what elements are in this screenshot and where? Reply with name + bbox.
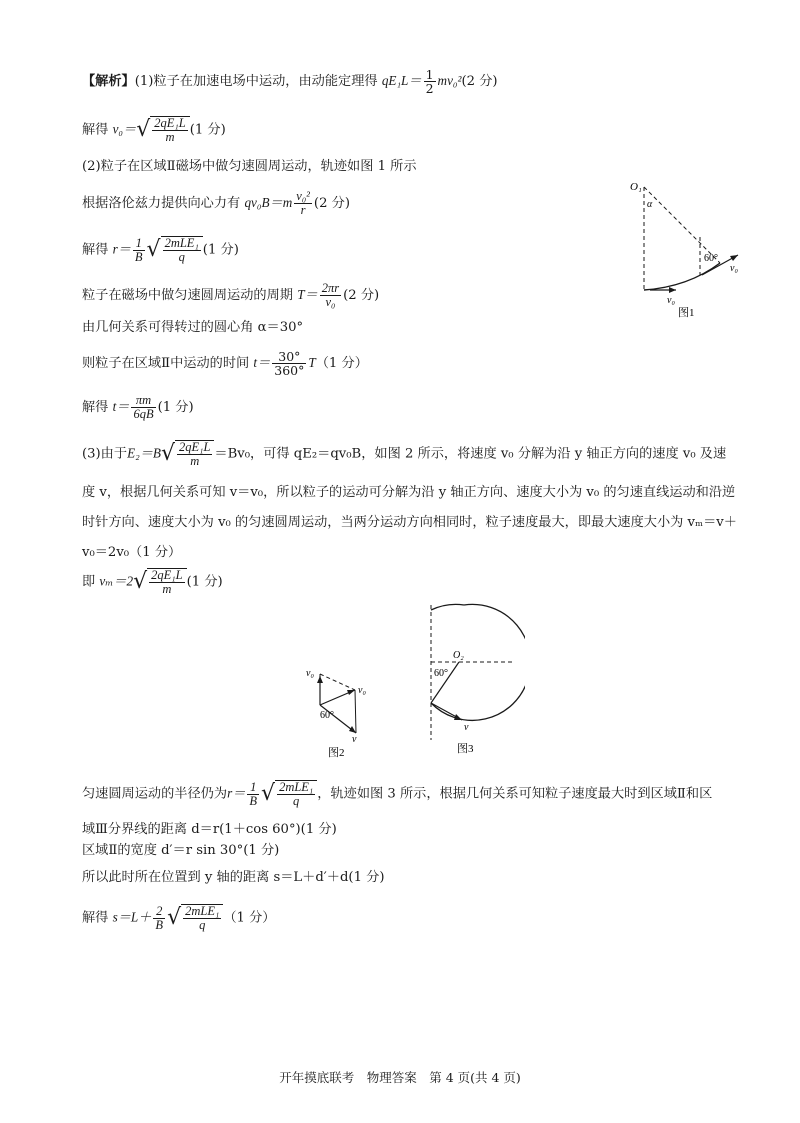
figure-2 (300, 660, 390, 760)
fraction: $\frac{1}{B}$ (249, 779, 258, 808)
line-6: 粒子在磁场中做匀速圆周运动的周期 T＝ $\frac{2\pi r}{\text{v₀}}$ (2 分) (82, 281, 380, 309)
line-15: 区域Ⅱ的宽度 d′＝r sin 30°(1 分) (82, 843, 280, 858)
line-8: 则粒子在区域Ⅱ中运动的时间 t＝ $\frac{30^\circ}{360^\circ}$ T（1 分） (82, 349, 368, 378)
fig3-v-label: v (464, 722, 469, 733)
fig1-caption: 图1 (678, 307, 695, 319)
fig2-caption: 图2 (328, 747, 345, 759)
line-4: 根据洛伦兹力提供向心力有 qv₀B＝m $\frac{\text{v₀²}}{r}$ (2 分) (82, 189, 350, 217)
line-12: 即 vₘ＝2√ $\frac{\text{2qE₁L}}{m}$ (1 分) (82, 568, 223, 596)
line-7: 由几何关系可得转过的圆心角 α＝30° (82, 320, 304, 335)
fraction: $\frac{1}{2}$ (425, 67, 434, 96)
fraction: $\frac{2}{B}$ (155, 903, 164, 932)
fig1-v0-right: v₀ (730, 263, 738, 274)
line-5: 解得 r＝ $\frac{1}{B}$ √ $\frac{\text{2mLE₁}}{q}$ (1 分) (82, 235, 239, 264)
line-14: 域Ⅲ分界线的距离 d＝r(1＋cos 60°)(1 分) (82, 822, 337, 837)
line-13: 匀速圆周运动的半径仍为r＝ $\frac{1}{B}$ √ $\frac{\text{2mLE₁}}{q}$ ，轨迹如图 3 所示，根据几何关系可知粒子速度最大时到区域Ⅱ和区 (82, 779, 713, 808)
line-17: 解得 s＝L＋ $\frac{2}{B}$ √ $\frac{\text{2mLE₁}}{q}$ （1 分） (82, 903, 276, 932)
analysis-tag: 【解析】 (82, 74, 135, 89)
fraction: $\frac{\text{v₀²}}{r}$ (296, 189, 310, 217)
fraction: $\frac{\pi m}{6qB}$ (133, 393, 154, 421)
fraction: $\frac{30^\circ}{360^\circ}$ (274, 349, 305, 378)
figure-1 (620, 175, 750, 320)
figure-3 (415, 600, 525, 760)
sqrt: √ $\frac{\text{2qE₁L}}{m}$ (161, 440, 214, 468)
line-3: (2)粒子在区域Ⅱ磁场中做匀速圆周运动，轨迹如图 1 所示 (82, 159, 417, 174)
sqrt: √ $\frac{\text{2mLE₁}}{q}$ (167, 904, 223, 932)
fig1-v0-bottom: v₀ (667, 295, 675, 306)
fig3-angle-label: 60° (434, 668, 448, 679)
fig1-angle-label: 60° (704, 253, 718, 264)
sqrt: √ $\frac{\text{2mLE₁}}{q}$ (147, 236, 203, 264)
fraction: $\frac{2\pi r}{\text{v₀}}$ (321, 281, 340, 309)
fig2-v-label: v (352, 734, 357, 745)
sqrt: √ $\frac{\text{2mLE₁}}{q}$ (261, 780, 317, 808)
fig2-v0-top: v₀ (306, 668, 314, 679)
line-9: 解得 t＝ $\frac{\pi m}{6qB}$ (1 分) (82, 393, 194, 421)
line-16: 所以此时所在位置到 y 轴的距离 s＝L＋d′＋d(1 分) (82, 870, 385, 885)
fig3-caption: 图3 (457, 743, 474, 755)
page-footer: 开年摸底联考 物理答案 第 4 页(共 4 页) (279, 1070, 521, 1085)
fraction: $\frac{1}{B}$ (134, 235, 143, 264)
line-2: 解得 v₀＝√ $\frac{\text{2qE₁L}}{m}$ (1 分) (82, 116, 226, 144)
line-1: 【解析】(1)粒子在加速电场中运动，由动能定理得 qE₁L＝ $\frac{1}{2}$ mv₀²(2 分) (82, 67, 498, 96)
fig1-o1-label: O₁ (630, 181, 642, 193)
fig1-alpha-label: α (647, 199, 653, 210)
sqrt: √ $\frac{\text{2qE₁L}}{m}$ (133, 568, 186, 596)
fig3-o2-label: O₂ (453, 650, 464, 661)
fig2-v0-right: v₀ (358, 685, 366, 696)
sqrt: √ $\frac{\text{2qE₁L}}{m}$ (136, 116, 189, 144)
line-10: (3)由于E₂＝B√ $\frac{\text{2qE₁L}}{m}$ ＝Bv₀，可得 qE₂＝qv₀B，如图 2 所示，将速度 v₀ 分解为沿 y 轴正方向的速度 v₀ 及速 (82, 440, 727, 468)
line-11-paragraph: 度 v，根据几何关系可知 v＝v₀，所以粒子的运动可分解为沿 y 轴正方向、速度大小为 v₀ 的匀速直线运动和沿逆时针方向、速度大小为 v₀ 的匀速圆周运动，当两分运动方向相同时，粒子速度最大，即最大速度大小为 vₘ＝v＋v₀＝2v₀（1 分） (82, 485, 737, 560)
fig2-angle-label: 60° (320, 710, 334, 721)
